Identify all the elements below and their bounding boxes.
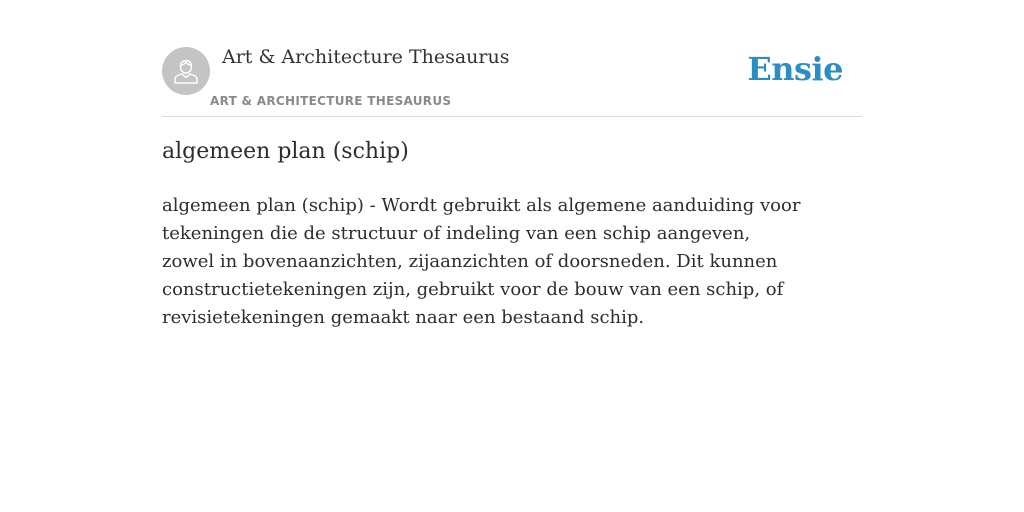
entry-title: algemeen plan (schip): [162, 139, 409, 164]
ensie-logo[interactable]: Ensie: [747, 50, 843, 88]
author-name[interactable]: Art & Architecture Thesaurus: [222, 46, 510, 68]
avatar[interactable]: [162, 47, 210, 95]
user-icon: [171, 56, 201, 86]
page-header: [162, 40, 862, 117]
entry-definition: algemeen plan (schip) - Wordt gebruikt als algemene aanduiding voor tekeningen die de structuur of indeling van een schip aangeven, zowel in bovenaanzichten, zijaanzichten of doorsneden. Dit kunnen constructietekeningen zijn, gebruikt voor de bouw van een schip, of revisietekeningen gemaakt naar een bestaand schip.: [162, 195, 801, 328]
author-subtitle[interactable]: ART & ARCHITECTURE THESAURUS: [210, 94, 452, 108]
